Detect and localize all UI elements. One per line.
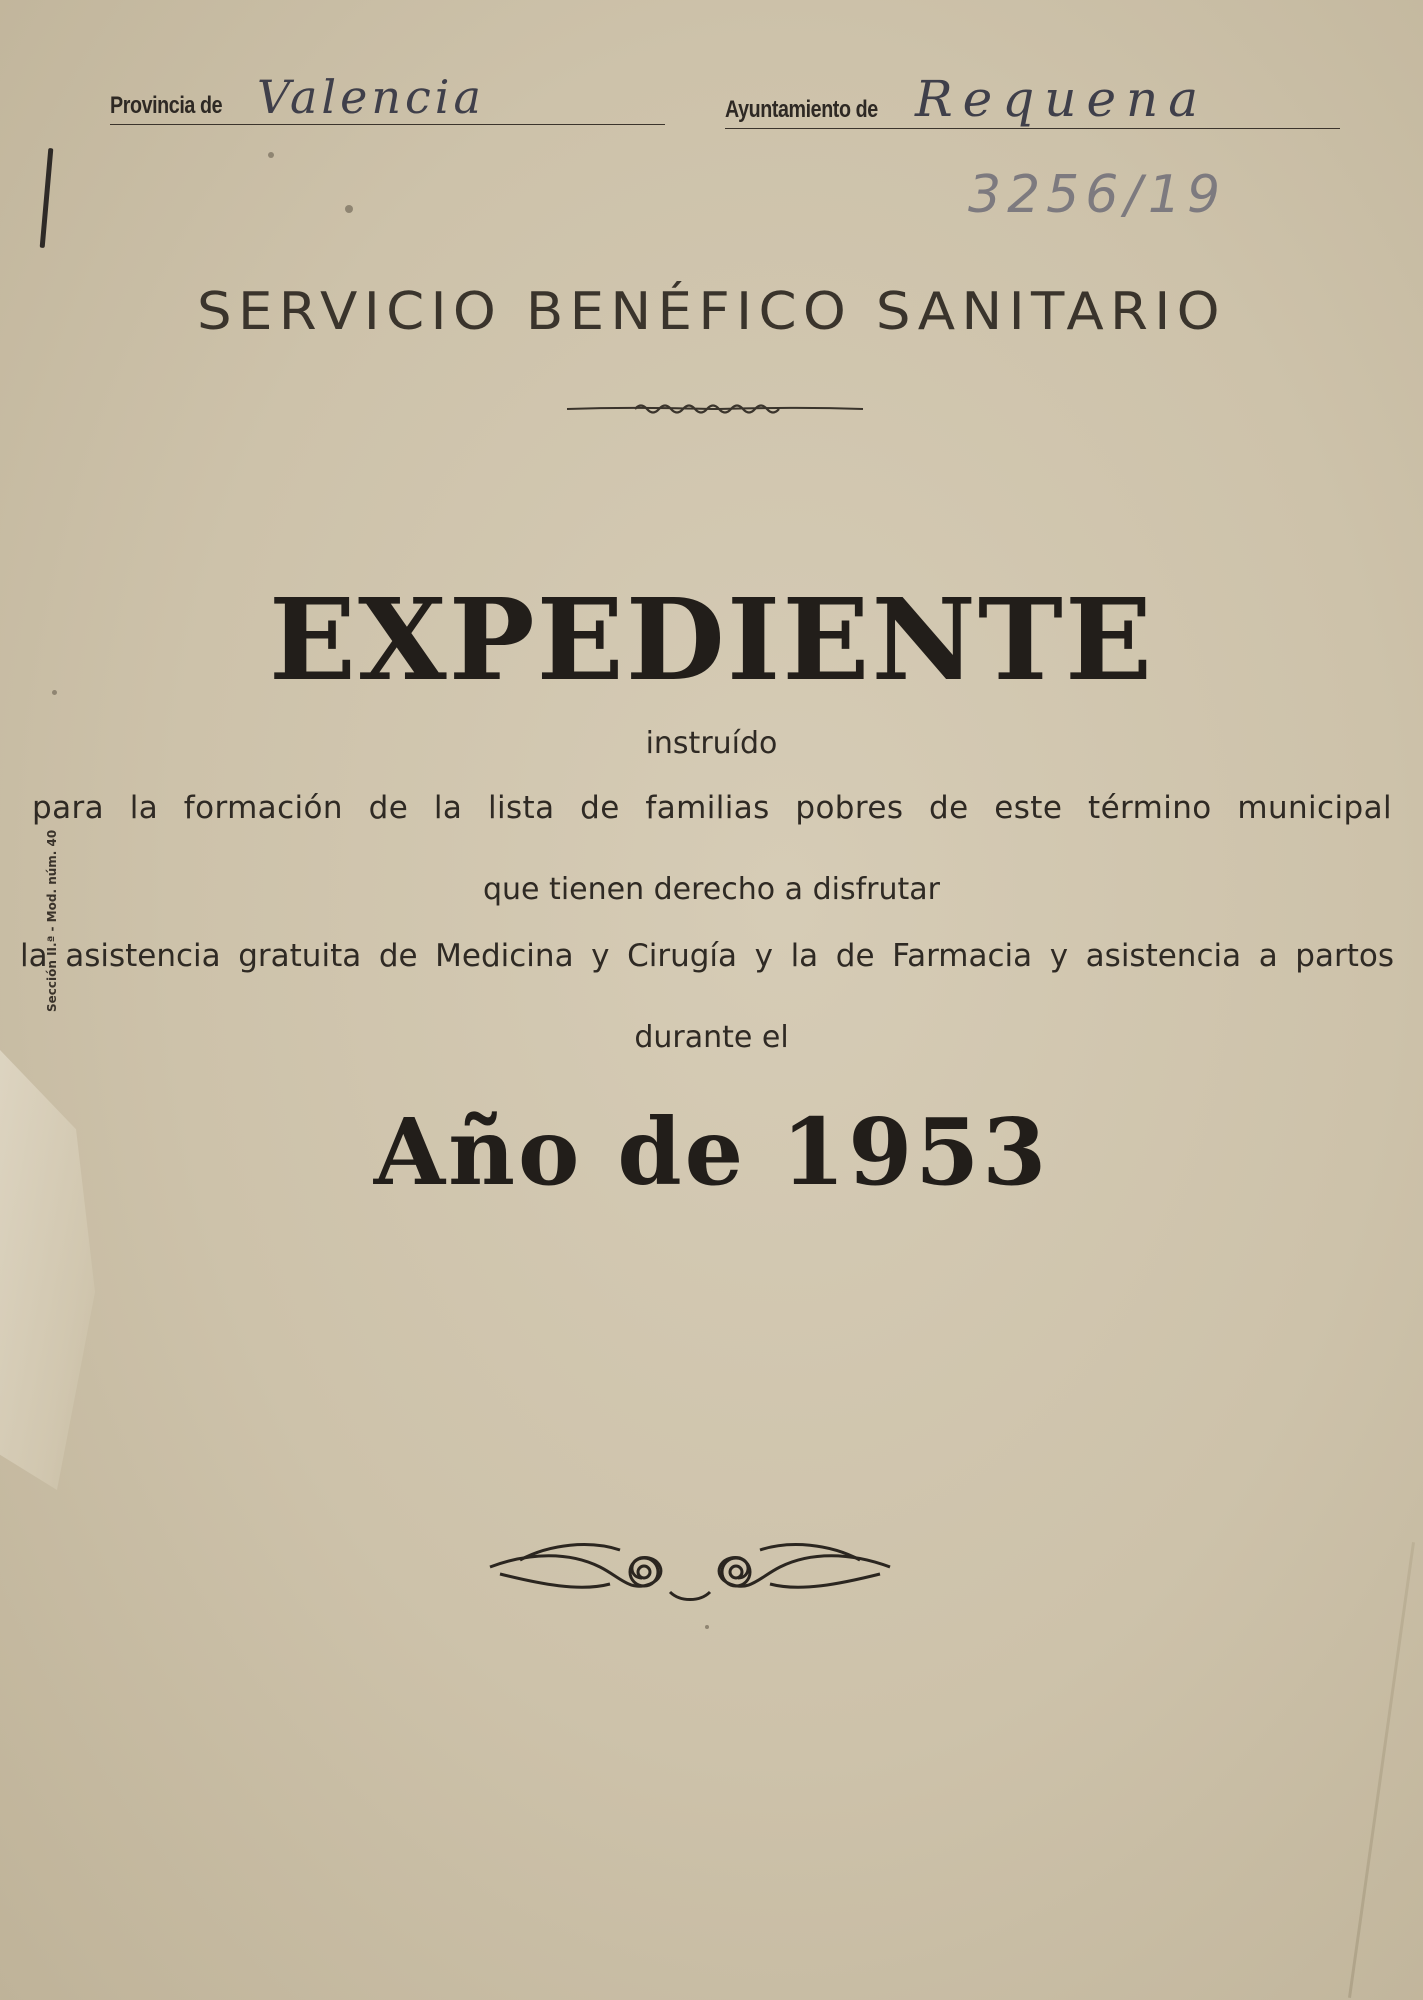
body-line-1: instruído xyxy=(645,726,778,761)
body-line-2: para la formación de la lista de familias pobres de este término municipal xyxy=(32,790,1392,826)
reference-number: 3256/19 xyxy=(968,165,1227,225)
document-title: EXPEDIENTE xyxy=(268,575,1155,706)
provincia-value: Valencia xyxy=(257,70,485,124)
body-line-4: la asistencia gratuita de Medicina y Cirugía y la de Farmacia y asistencia a partos xyxy=(20,938,1394,974)
ayuntamiento-value: Requena xyxy=(915,70,1209,128)
provincia-label: Provincia de xyxy=(110,92,223,119)
body-line-3: que tienen derecho a disfrutar xyxy=(483,872,940,907)
service-heading: SERVICIO BENÉFICO SANITARIO xyxy=(197,282,1226,342)
flourish-ornament-icon xyxy=(480,1522,900,1622)
paper-speck xyxy=(705,1625,709,1629)
paper-speck xyxy=(52,690,57,695)
ayuntamiento-field xyxy=(725,70,1340,129)
margin-mark xyxy=(40,148,54,248)
ayuntamiento-label: Ayuntamiento de xyxy=(725,96,878,123)
side-stamp: Sección II.ª - Mod. núm. 40 xyxy=(45,829,59,1012)
paper-crease xyxy=(1348,1542,1415,1998)
small-ornament-icon xyxy=(565,394,865,424)
paper-speck xyxy=(345,205,353,213)
provincia-field xyxy=(110,70,665,125)
body-line-5: durante el xyxy=(634,1020,789,1055)
year-heading: Año de 1953 xyxy=(373,1098,1050,1206)
paper-speck xyxy=(268,152,274,158)
